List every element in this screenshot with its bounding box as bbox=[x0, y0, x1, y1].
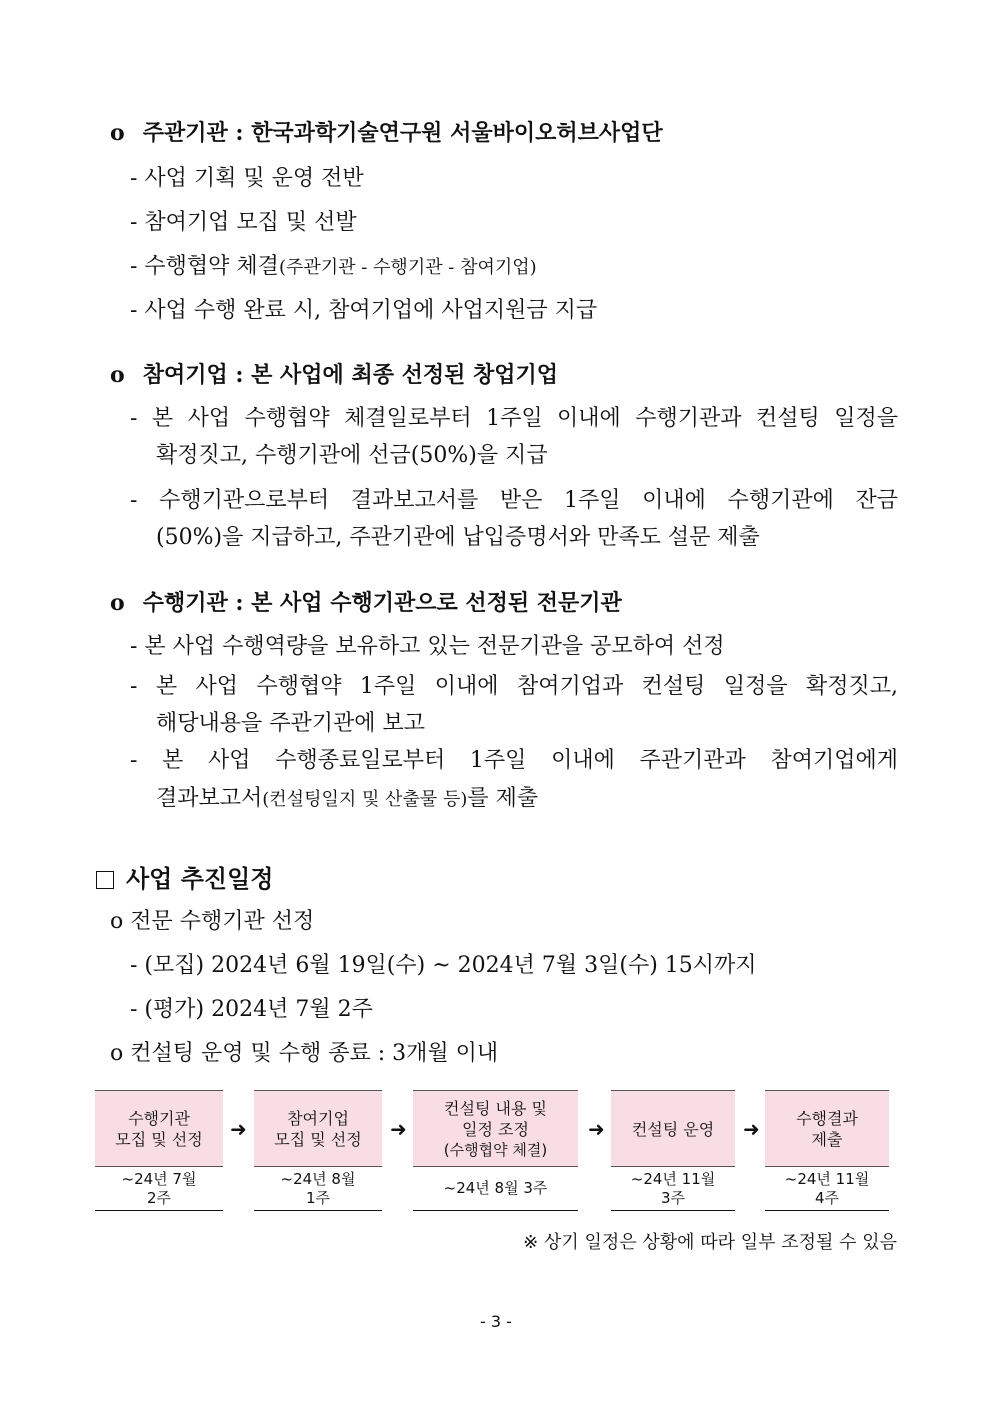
flow-date-line: ~24년 8월 bbox=[280, 1169, 356, 1188]
organizer-item-3 bbox=[130, 252, 537, 283]
performer-item-2-line-1: - 본 사업 수행협약 1주일 이내에 참여기업과 컨설팅 일정을 확정짓고, bbox=[130, 674, 898, 699]
flow-date-line: ~24년 7월 bbox=[121, 1169, 197, 1188]
participant-item-2-line-2: (50%)을 지급하고, 주관기관에 납입증명서와 만족도 설문 제출 bbox=[156, 525, 760, 550]
flow-step-line: 참여기업 bbox=[287, 1109, 349, 1128]
checkbox-square-icon bbox=[96, 871, 114, 889]
organizer-title-text: 주관기관 : 한국과학기술연구원 서울바이오허브사업단 bbox=[142, 120, 663, 146]
flow-step-date bbox=[611, 1166, 735, 1211]
arrow-right-icon: ➜ bbox=[390, 1117, 407, 1141]
schedule-evaluation: - (평가) 2024년 7월 2주 bbox=[130, 997, 373, 1022]
flow-step-line: (수행협약 체결) bbox=[443, 1140, 548, 1159]
performer-item-3-detail: (컨설팅일지 및 산출물 등) bbox=[262, 789, 468, 810]
section-organizer-title bbox=[110, 118, 663, 148]
flow-date-line: 1주 bbox=[305, 1188, 331, 1207]
performer-item-2-line-2: 해당내용을 주관기관에 보고 bbox=[156, 711, 426, 736]
schedule-recruit: - (모집) 2024년 6월 19일(수) ~ 2024년 7월 3일(수) 15시까지 bbox=[130, 953, 757, 978]
flow-step-line: 일정 조정 bbox=[462, 1119, 529, 1139]
bullet: o bbox=[110, 590, 125, 616]
flow-step-line: 수행결과 bbox=[796, 1109, 858, 1128]
flow-step-line: 컨설팅 운영 bbox=[631, 1119, 715, 1139]
flow-date-line: 4주 bbox=[814, 1188, 840, 1207]
performer-item-3-submit: 를 제출 bbox=[467, 786, 539, 811]
schedule-heading-text: 사업 추진일정 bbox=[126, 865, 274, 893]
schedule-footnote: ※ 상기 일정은 상황에 따라 일부 조정될 수 있음 bbox=[523, 1232, 897, 1253]
flow-date-line: ~24년 8월 3주 bbox=[443, 1179, 548, 1197]
organizer-item-3-text: - 수행협약 체결 bbox=[130, 254, 279, 279]
schedule-bullet-2: o 컨설팅 운영 및 수행 종료 : 3개월 이내 bbox=[110, 1041, 499, 1066]
flow-step-line: 수행기관 bbox=[128, 1109, 190, 1128]
schedule-heading bbox=[96, 864, 273, 894]
section-participant-title bbox=[110, 360, 558, 390]
flow-step-line: 제출 bbox=[811, 1130, 843, 1149]
arrow-right-icon: ➜ bbox=[588, 1117, 605, 1141]
page-number: - 3 - bbox=[480, 1312, 512, 1331]
organizer-item-2: - 참여기업 모집 및 선발 bbox=[130, 210, 357, 235]
flow-date-line: ~24년 11월 bbox=[630, 1169, 716, 1188]
schedule-bullet-1: o 전문 수행기관 선정 bbox=[110, 909, 315, 934]
flow-step-date bbox=[254, 1166, 382, 1211]
flow-date-line: ~24년 11월 bbox=[784, 1169, 870, 1188]
flow-step-line: 컨설팅 내용 및 bbox=[444, 1098, 547, 1118]
flow-step-date bbox=[765, 1166, 889, 1211]
performer-item-3-line-2 bbox=[156, 784, 538, 815]
flow-step-box bbox=[413, 1090, 578, 1167]
arrow-right-icon: ➜ bbox=[230, 1117, 247, 1141]
flow-step-box bbox=[611, 1090, 735, 1167]
performer-item-1: - 본 사업 수행역량을 보유하고 있는 전문기관을 공모하여 선정 bbox=[130, 634, 725, 659]
performer-item-3-line-1: - 본 사업 수행종료일로부터 1주일 이내에 주관기관과 참여기업에게 bbox=[130, 748, 898, 773]
participant-item-2-line-1: - 수행기관으로부터 결과보고서를 받은 1주일 이내에 수행기관에 잔금 bbox=[130, 488, 898, 513]
organizer-item-1: - 사업 기획 및 운영 전반 bbox=[130, 166, 364, 191]
section-performer-title bbox=[110, 588, 622, 618]
flow-step-box bbox=[254, 1090, 382, 1167]
arrow-right-icon: ➜ bbox=[743, 1117, 760, 1141]
flow-step-box bbox=[95, 1090, 223, 1167]
flow-step-line: 모집 및 선정 bbox=[115, 1130, 203, 1149]
performer-title-text: 수행기관 : 본 사업 수행기관으로 선정된 전문기관 bbox=[142, 590, 622, 616]
flow-date-line: 3주 bbox=[660, 1188, 686, 1207]
flow-step-box bbox=[765, 1090, 889, 1167]
bullet: o bbox=[110, 120, 125, 146]
flow-step-date bbox=[95, 1166, 223, 1211]
flow-date-line: 2주 bbox=[146, 1188, 172, 1207]
bullet: o bbox=[110, 362, 125, 388]
participant-item-1-line-1: - 본 사업 수행협약 체결일로부터 1주일 이내에 수행기관과 컨설팅 일정을 bbox=[130, 406, 898, 431]
performer-item-3-report: 결과보고서 bbox=[156, 786, 263, 811]
organizer-item-3-parties: (주관기관 - 수행기관 - 참여기업) bbox=[278, 257, 537, 278]
flow-step-date bbox=[413, 1166, 578, 1211]
participant-title-text: 참여기업 : 본 사업에 최종 선정된 창업기업 bbox=[142, 362, 559, 388]
organizer-item-4: - 사업 수행 완료 시, 참여기업에 사업지원금 지급 bbox=[130, 298, 598, 323]
participant-item-1-line-2: 확정짓고, 수행기관에 선금(50%)을 지급 bbox=[156, 443, 548, 468]
flow-step-line: 모집 및 선정 bbox=[274, 1130, 362, 1149]
